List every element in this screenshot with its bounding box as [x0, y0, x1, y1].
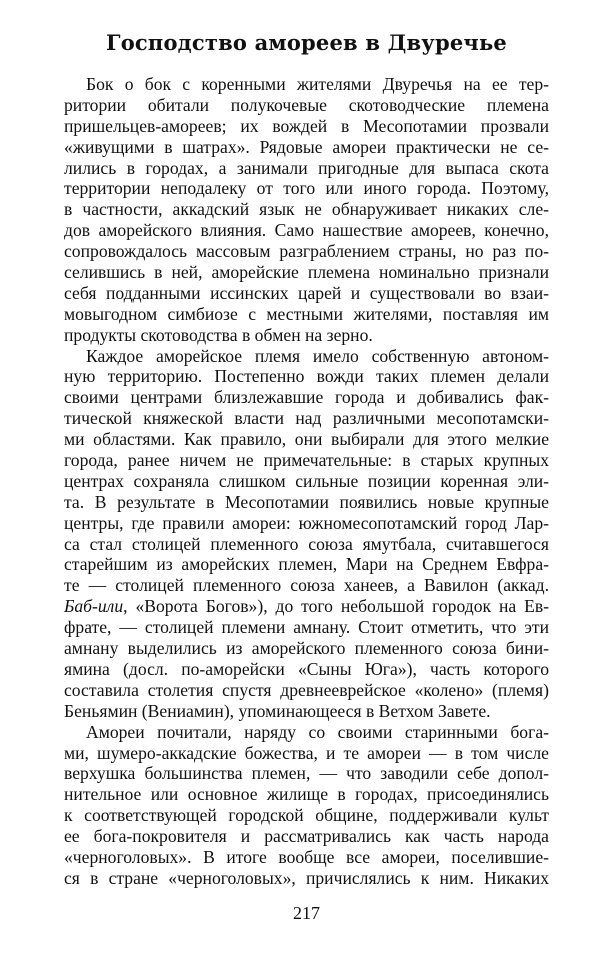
text-line: ритории обитали полукочевые скотоводческие племена	[64, 94, 549, 115]
text-line: ми, шумеро-аккадские божества, и те амореи — в том числе	[64, 742, 549, 763]
text-line: ся в стране «черноголовых», причислялись к ним. Никаких	[64, 867, 549, 888]
text-line: в частности, аккадский язык не обнаруживает никаких сле-	[64, 199, 549, 220]
text-line: амнану выделились из аморейского племенного союза бини-	[64, 638, 549, 659]
text-line: са стал столицей племенного союза ямутбала, считавшегося	[64, 533, 549, 554]
book-page	[64, 0, 549, 956]
text-line: ямина (досл. по-аморейски «Сыны Юга»), часть которого	[64, 658, 549, 679]
paragraph	[64, 346, 549, 722]
page-number: 217	[293, 903, 320, 923]
body-text	[64, 74, 549, 889]
chapter-title: Господство амореев в Двуречье	[106, 30, 507, 55]
text-line: центрах сохраняла слишком сильные позиции коренная эли-	[64, 470, 549, 491]
text-line: фрате, — столицей племени амнану. Стоит отметить, что эти	[64, 617, 549, 638]
text-line: своими центрами близлежавшие города и добивались фак-	[64, 387, 549, 408]
text-line: тической княжеской власти над различными месопотамски-	[64, 408, 549, 429]
paragraph	[64, 74, 549, 346]
text-line: ее бога-покровителя и рассматривались как часть народа	[64, 826, 549, 847]
text-line: Бок о бок с коренными жителями Двуречья на ее тер-	[86, 74, 549, 94]
text-line: Амореи почитали, наряду со своими старинными бога-	[86, 721, 549, 742]
text-line: верхушка большинства племен, — что заводили себе допол-	[64, 763, 549, 784]
text-line: лились в городах, а занимали пригодные для выпаса скота	[64, 157, 549, 178]
text-line: нительное или основное жилище в городах, присоединялись	[64, 784, 549, 805]
text-line: составила столетия спустя древнееврейское «колено» (племя)	[64, 679, 549, 700]
text-line: та. В результате в Месопотамии появились новые крупные	[64, 491, 549, 512]
text-line: города, ранее ничем не примечательные: в старых крупных	[64, 450, 549, 471]
text-line: территории неподалеку от того или иного города. Поэтому,	[64, 178, 549, 199]
text-line: мовыгодном симбиозе с местными жителями, поставляя им	[64, 303, 549, 324]
text-line: себя подданными иссинских царей и существовали во взаи-	[64, 282, 549, 303]
paragraph	[64, 722, 549, 889]
text-line: сопровождалось массовым разграблением страны, но раз по-	[64, 241, 549, 262]
text-line: селившись в ней, аморейские племена номинально признали	[64, 262, 549, 283]
text-line: старейшим из аморейских племен, Мари на Среднем Евфра-	[64, 554, 549, 575]
text-line: Каждое аморейское племя имело собственную автоном-	[86, 345, 549, 366]
text-line: центры, где правили амореи: южномесопотамский город Лар-	[64, 512, 549, 533]
text-line: пришельцев-амореев; их вождей в Месопотамии прозвали	[64, 115, 549, 136]
text-line: Беньямин (Вениамин), упоминающееся в Ветхом Завете.	[64, 700, 491, 721]
text-line: те — столицей племенного союза ханеев, а Вавилон (аккад.	[64, 575, 549, 596]
text-line: Баб-или, «Ворота Богов»), до того небольшой городок на Ев-	[64, 596, 549, 617]
text-line: «живущими в шатрах». Рядовые амореи практически не се-	[64, 136, 549, 157]
text-line: ми областями. Как правило, они выбирали для этого мелкие	[64, 429, 549, 450]
text-line: «черноголовых». В итоге вообще все амореи, поселившие-	[64, 846, 549, 867]
text-line: дов аморейского влияния. Само нашествие амореев, конечно,	[64, 220, 549, 241]
text-line: продукты скотоводства в обмен на зерно.	[64, 324, 373, 345]
text-line: ную территорию. Постепенно вожди таких племен делали	[64, 366, 549, 387]
text-line: к соответствующей городской общине, поддерживали культ	[64, 805, 549, 826]
